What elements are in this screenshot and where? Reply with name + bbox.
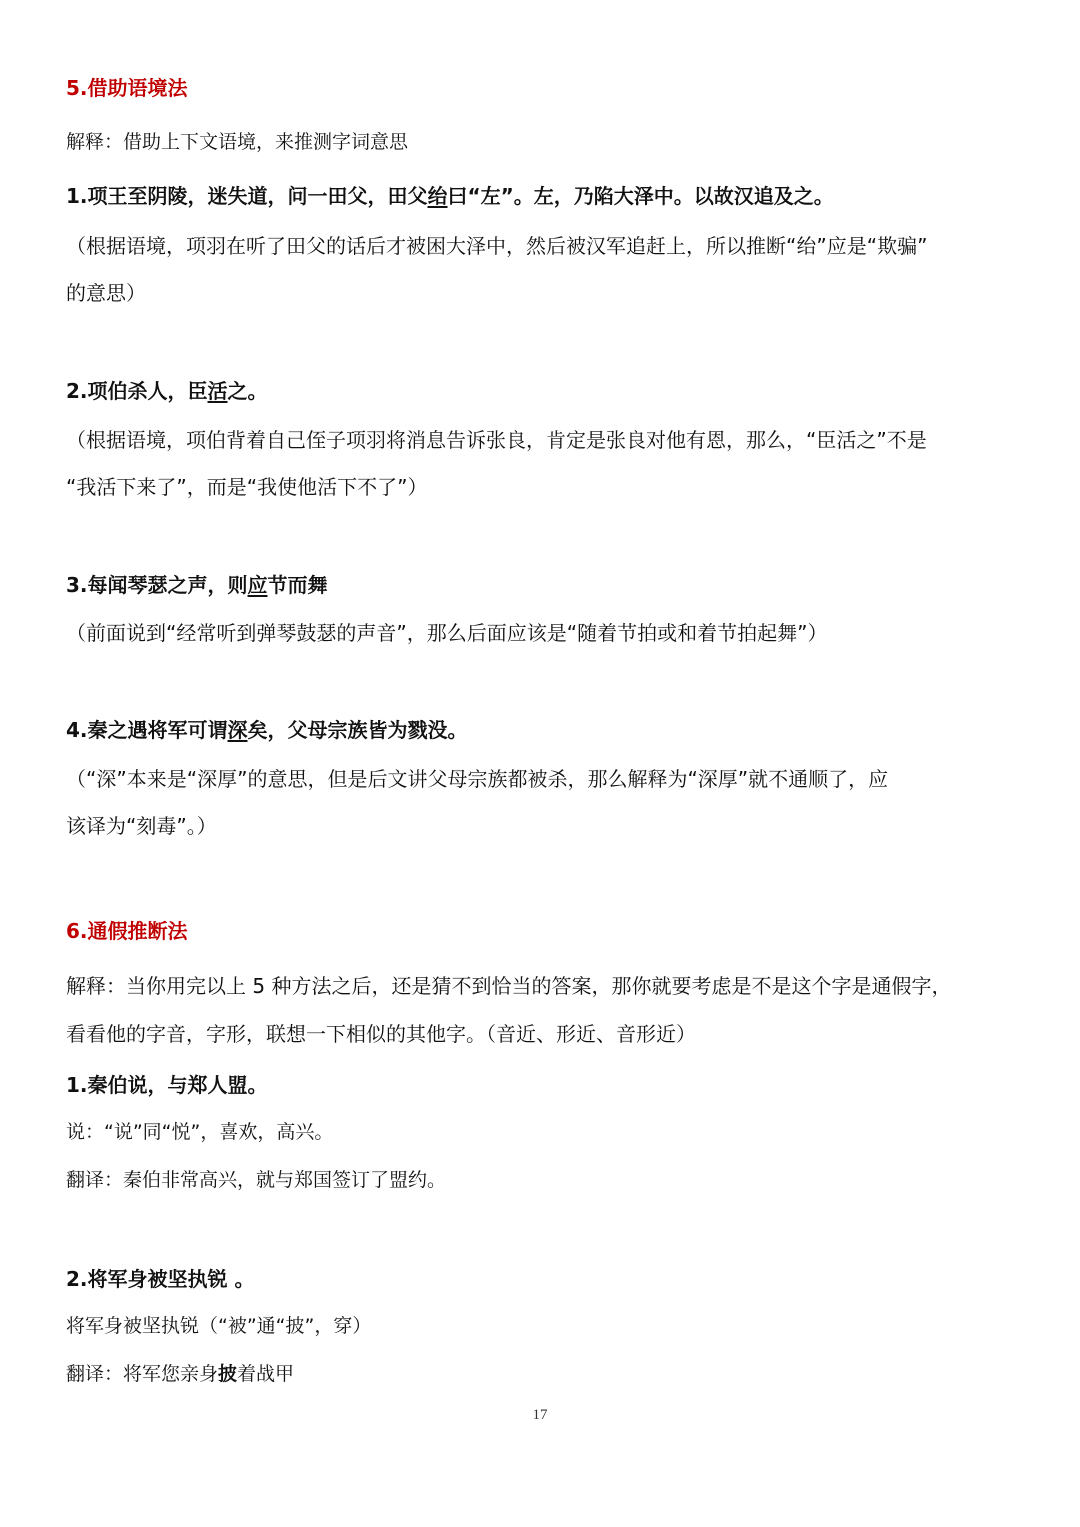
- sentence-text: 曰“左”。左，乃陷大泽中。以故汉追及之。: [447, 184, 834, 208]
- example-6-1-sentence: 1.秦伯说，与郑人盟。: [66, 1073, 268, 1097]
- example-5-4-sentence: [66, 714, 1020, 743]
- example-5-2-sentence: [66, 375, 1020, 404]
- example-6-1-translation: 翻译：秦伯非常高兴，就与郑国签订了盟约。: [66, 1169, 447, 1191]
- example-5-4-note-line: 该译为“刻毒”。）: [66, 814, 217, 838]
- key-character: 披: [218, 1363, 238, 1385]
- section-5-heading: 5.借助语境法: [66, 76, 188, 100]
- example-6-2-gloss: 将军身被坚执锐（“被”通“披”，穿）: [66, 1315, 372, 1337]
- sentence-text: 之。: [227, 379, 268, 403]
- sentence-text: 3.每闻琴瑟之声，则: [66, 573, 248, 597]
- example-5-2-note-line: （根据语境，项伯背着自己侄子项羽将消息告诉张良，肯定是张良对他有恩，那么，“臣活之”不是: [66, 428, 927, 452]
- section-5-explanation: 解释：借助上下文语境，来推测字词意思: [66, 131, 409, 153]
- example-5-2-note-line: “我活下来了”，而是“我使他活下不了”）: [66, 475, 428, 499]
- key-character: 应: [247, 573, 268, 597]
- sentence-text: 节而舞: [267, 573, 328, 597]
- key-character: 活: [207, 379, 228, 403]
- sentence-text: 1.项王至阴陵，迷失道，问一田父，田父: [66, 184, 428, 208]
- example-5-1-note-line: （根据语境，项羽在听了田父的话后才被困大泽中，然后被汉军追赶上，所以推断“绐”应是“欺骗”: [66, 234, 928, 258]
- sentence-text: 2.项伯杀人，臣: [66, 379, 208, 403]
- key-character: 深: [227, 718, 248, 742]
- section-6-heading: 6.通假推断法: [66, 919, 188, 943]
- sentence-text: 4.秦之遇将军可谓: [66, 718, 228, 742]
- page-number: 17: [532, 1407, 548, 1423]
- example-6-2-translation: [66, 1359, 1020, 1386]
- example-6-2-sentence: 2.将军身被坚执锐 。: [66, 1267, 255, 1291]
- key-character: 绐: [427, 184, 448, 208]
- example-6-1-gloss: 说：“说”同“悦”，喜欢，高兴。: [66, 1121, 334, 1143]
- example-5-3-sentence: [66, 569, 1020, 598]
- section-6-explanation-line: 解释：当你用完以上 5 种方法之后，还是猜不到恰当的答案，那你就要考虑是不是这个字是通假字，: [66, 974, 952, 998]
- example-5-4-note-line: （“深”本来是“深厚”的意思，但是后文讲父母宗族都被杀，那么解释为“深厚”就不通顺了，应: [66, 767, 889, 791]
- section-6-explanation-line: 看看他的字音，字形，联想一下相似的其他字。（音近、形近、音形近）: [66, 1022, 696, 1046]
- sentence-text: 矣，父母宗族皆为戮没。: [247, 718, 468, 742]
- example-5-1-sentence: [66, 180, 1020, 209]
- translation-text: 着战甲: [237, 1363, 295, 1385]
- translation-text: 翻译：将军您亲身: [66, 1363, 219, 1385]
- example-5-1-note-line: 的意思）: [66, 281, 146, 305]
- example-5-3-note-line: （前面说到“经常听到弹琴鼓瑟的声音”，那么后面应该是“随着节拍或和着节拍起舞”）: [66, 621, 828, 645]
